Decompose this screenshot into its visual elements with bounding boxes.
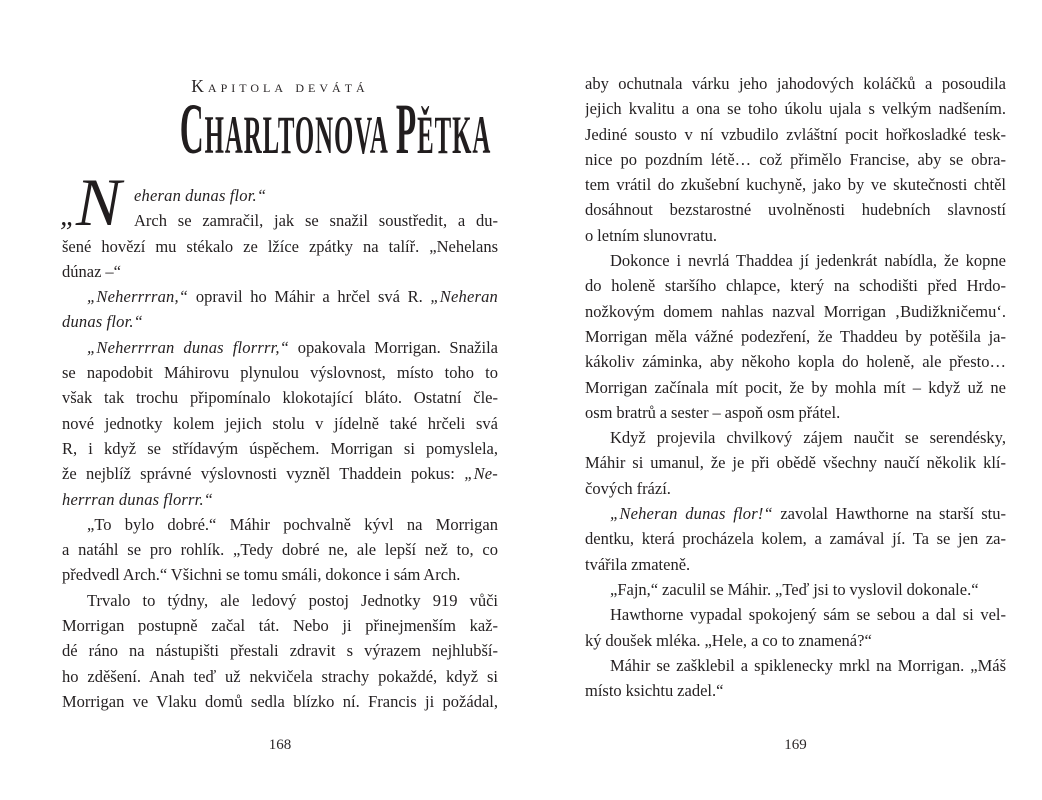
text-segment-italic: „Neherrrran dunas florrrr,“ [87, 337, 290, 357]
text-line [585, 172, 1006, 197]
text-line [585, 628, 1006, 653]
drop-cap-quote: „ [60, 201, 76, 232]
text-segment-italic: „Ne- [464, 464, 498, 484]
text-line [585, 299, 1006, 324]
text-segment: dosáhnout bezstarostné uvolněnosti hudebních slavností [585, 200, 1006, 220]
text-line [62, 335, 498, 360]
text-segment: ký doušek mléka. „Hele, a co to znamená?“ [585, 630, 872, 650]
text-segment: Morrigan měla vážné podezření, že Thaddeu by potěšila ja- [585, 326, 1006, 346]
text-line [585, 602, 1006, 627]
text-line [62, 562, 498, 587]
text-line [62, 411, 498, 436]
text-line [585, 375, 1006, 400]
text-line [62, 309, 498, 334]
text-segment-italic: eheran dunas flor.“ [134, 186, 267, 205]
text-line [62, 588, 498, 613]
text-segment: aby ochutnala várku jeho jahodových koláčků a posoudila [585, 74, 1006, 93]
text-segment: opakovala Morrigan. Snažila [289, 337, 498, 357]
text-segment: předvedl Arch.“ Všichni se tomu smáli, dokonce i sám Arch. [62, 565, 461, 585]
text-line [62, 664, 498, 689]
chapter-title-word: PĚTKA [395, 89, 492, 169]
drop-cap-letter: N [75, 164, 122, 240]
text-segment: dé ráno na nástupišti přestali zdravit s výrazem nejhlubší- [62, 641, 498, 661]
text-line [585, 197, 1006, 222]
text-segment-italic: „Neheran dunas flor!“ [610, 504, 773, 524]
text-line [585, 501, 1006, 526]
text-segment: Dokonce i nevrlá Thaddea jí jedenkrát nabídla, že kopne [610, 251, 1006, 271]
text-segment: o letním slunovratu. [585, 225, 718, 245]
text-segment: osm bratrů a sester – aspoň osm přátel. [585, 402, 841, 422]
text-segment: Máhir si umanul, že je při obědě všechny naučí několik klí- [585, 453, 1006, 473]
text-segment: opravil ho Máhir a hrčel svá R. [188, 287, 431, 307]
text-segment: Trvalo to týdny, ale ledový postoj Jednotky 919 vůči [87, 590, 498, 610]
text-segment: zavolal Hawthorne na starší stu- [772, 504, 1006, 524]
text-line [585, 223, 1006, 248]
text-line [585, 71, 1006, 96]
text-segment: Hawthorne vypadal spokojený sám se sebou a dal si vel- [610, 605, 1006, 625]
page-right-text-column [585, 71, 1006, 703]
text-line [62, 537, 498, 562]
text-segment: nožkovým domem nahlas nazval Morrigan ‚Budižkničemu‘. [585, 301, 1006, 321]
text-segment: se napodobit Máhirovu plynulou výslovnost, místo toho to [62, 363, 498, 383]
text-segment: nice po pozdním létě… což přimělo Francise, aby se obra- [585, 149, 1006, 169]
text-line [62, 183, 498, 208]
drop-cap [60, 164, 122, 240]
text-line [585, 324, 1006, 349]
text-line [585, 653, 1006, 678]
text-segment: „Fajn,“ zaculil se Máhir. „Teď jsi to vyslovil dokonale.“ [610, 579, 979, 599]
text-segment: tem vrátil do zkušební kuchyně, jako by ve skutečnosti chtěl [585, 175, 1006, 195]
text-line [585, 526, 1006, 551]
text-line [585, 273, 1006, 298]
text-line [62, 436, 498, 461]
text-line [62, 259, 498, 284]
text-line [585, 122, 1006, 147]
text-line [62, 208, 498, 233]
text-segment-italic: „Neheran [430, 287, 498, 307]
text-line [585, 450, 1006, 475]
text-line [62, 234, 498, 259]
text-line [62, 638, 498, 663]
text-line [62, 689, 498, 714]
text-segment: čových frází. [585, 478, 671, 498]
text-segment: šené hovězí mu stékalo ze lžíce zpátky na talíř. „Nehelans [62, 236, 498, 256]
text-line [62, 461, 498, 486]
text-segment: a natáhl se pro rohlík. „Tedy dobré ne, ale lepší než to, co [62, 540, 498, 560]
page-number-right: 169 [784, 737, 807, 753]
text-line [62, 613, 498, 638]
text-line [62, 512, 498, 537]
text-line [585, 577, 1006, 602]
text-segment: ho zděšení. Anah teď už nekvičela strachy pokaždé, když si [62, 666, 498, 686]
text-line [62, 360, 498, 385]
text-segment: Arch se zamračil, jak se snažil soustředit, a du- [134, 211, 498, 231]
chapter-title [179, 89, 492, 169]
text-line [585, 400, 1006, 425]
text-segment: tvářila zmateně. [585, 554, 691, 574]
text-line [585, 349, 1006, 374]
page-number-left: 168 [268, 737, 292, 753]
chapter-label: Kapitola devátá [191, 76, 369, 96]
text-line [585, 552, 1006, 577]
text-segment: že nejblíž správné výslovnosti vyzněl Thaddein pokus: [62, 464, 465, 484]
text-segment-italic: dunas flor.“ [62, 312, 144, 332]
text-segment: nové jednotky kolem jejich stolu v jídelně také hrčeli svá [62, 413, 498, 433]
text-segment: do holeně staršího chlapce, který na schodišti před Hrdo- [585, 276, 1006, 296]
text-line [585, 476, 1006, 501]
chapter-title-word: CHARLTONOVA [179, 89, 389, 169]
page-left-text-column [60, 164, 498, 714]
text-segment: Jediné sousto v ní vzbudilo zvláštní pocit hořkosladké tesk- [585, 124, 1006, 144]
text-segment: místo ksichtu zadel.“ [585, 681, 724, 701]
text-segment: jejich kvalitu a ona se toho úkolu ujala s velkým nadšením. [585, 99, 1006, 119]
text-line [585, 248, 1006, 273]
text-segment: Máhir se zašklebil a spiklenecky mrkl na Morrigan. „Máš [610, 655, 1006, 675]
text-segment: kákoliv záminka, aby někoho kopla do holeně, ale přesto… [585, 352, 1006, 372]
text-line [62, 487, 498, 512]
text-line [585, 678, 1006, 703]
text-segment: dúnaz –“ [62, 261, 121, 281]
text-segment: Morrigan začínala mít pocit, že by mohla mít – když už ne [585, 377, 1006, 397]
text-segment: Morrigan ve Vlaku domů sedla blízko ní. Francis ji požádal, [62, 691, 498, 711]
text-line [62, 284, 498, 309]
text-segment: však tak trochu připomínalo klokotající bláto. Ostatní čle- [62, 388, 498, 408]
text-segment-italic: herrran dunas florrr.“ [62, 489, 214, 509]
text-segment-italic: „Neherrrran,“ [87, 287, 189, 307]
text-line [585, 147, 1006, 172]
text-segment: R, i když se střídavým úspěchem. Morrigan si pomyslela, [62, 438, 498, 458]
text-line [62, 385, 498, 410]
text-segment: Morrigan postupně začal tát. Nebo ji přinejmenším kaž- [62, 616, 498, 636]
text-line [585, 96, 1006, 121]
text-line [585, 425, 1006, 450]
text-segment: Když projevila chvilkový zájem naučit se serendésky, [610, 428, 1006, 448]
text-segment: dentku, která procházela kolem, a zamával jí. Ta se jen za- [585, 529, 1006, 549]
text-segment: „To bylo dobré.“ Máhir pochvalně kývl na Morrigan [87, 514, 498, 534]
